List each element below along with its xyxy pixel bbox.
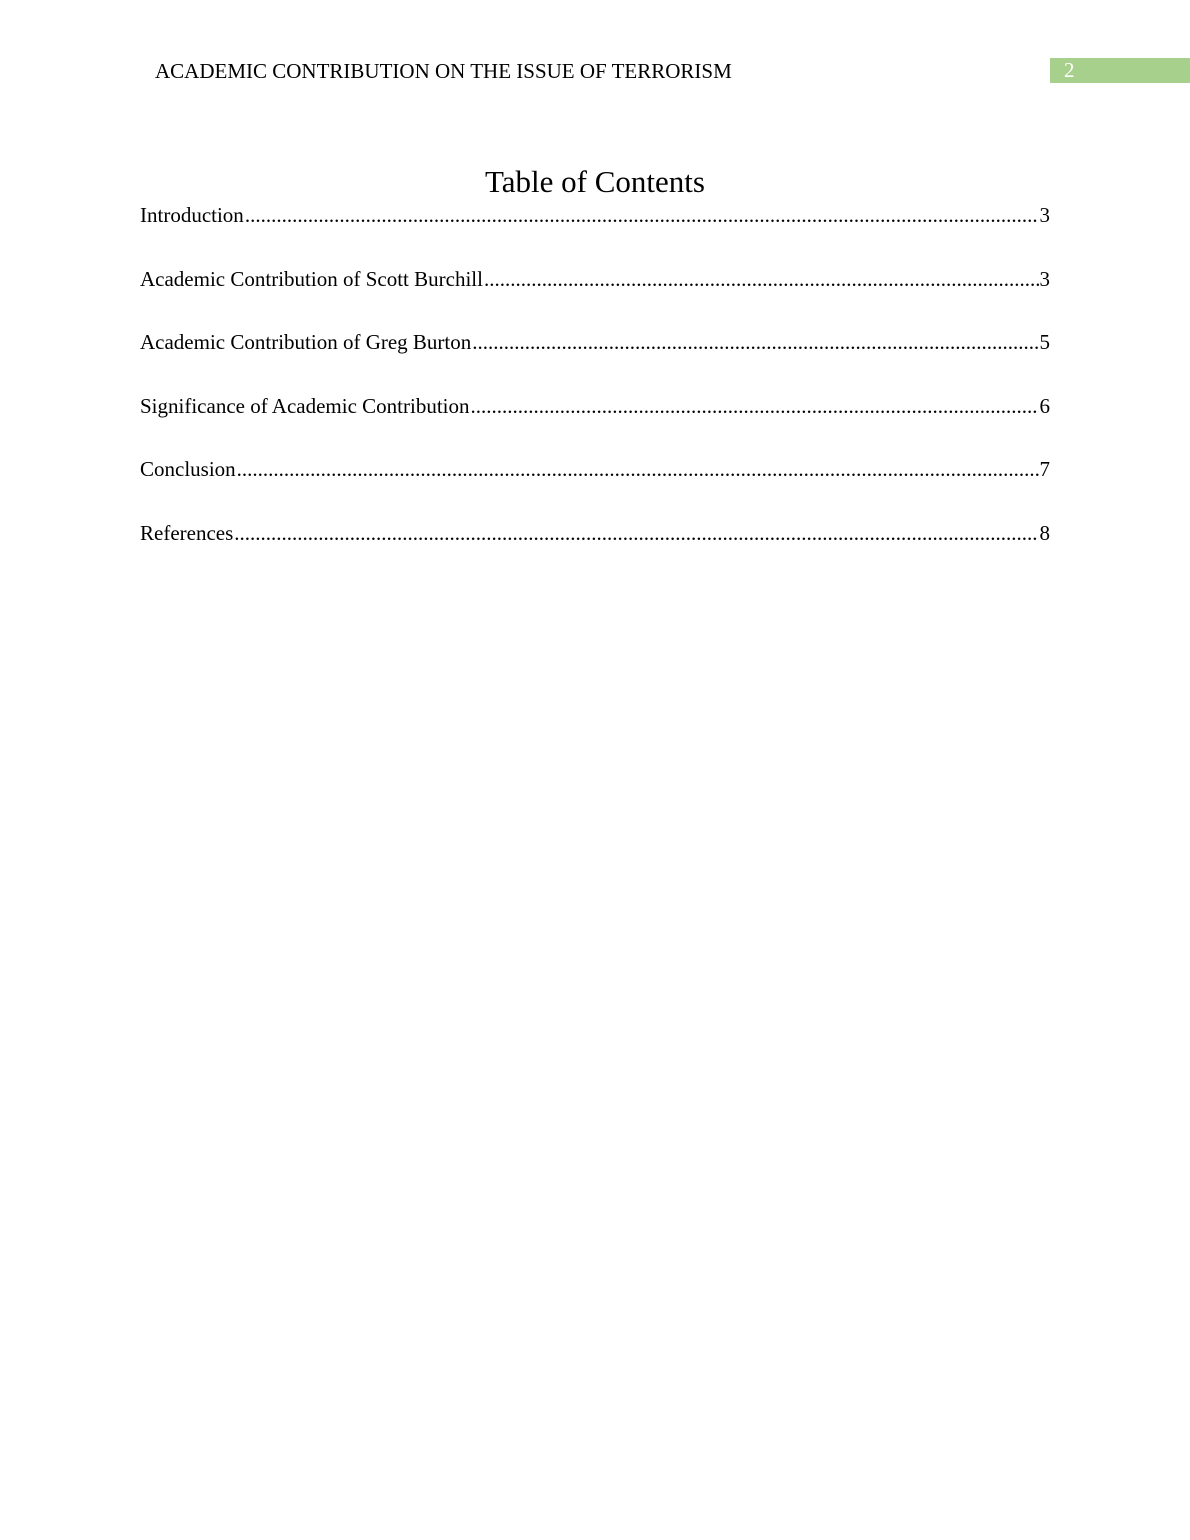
toc-entry-conclusion[interactable] — [140, 455, 1050, 519]
toc-entry-introduction[interactable] — [140, 201, 1050, 265]
page-number: 2 — [1064, 58, 1075, 82]
toc-entry-scott-burchill[interactable] — [140, 265, 1050, 329]
toc-entry-greg-burton[interactable] — [140, 328, 1050, 392]
toc-entry-label: Introduction — [140, 203, 244, 227]
toc-list — [140, 201, 1050, 582]
toc-entry-label: Academic Contribution of Scott Burchill — [140, 266, 483, 291]
toc-entry-significance[interactable] — [140, 392, 1050, 456]
toc-entry-page: 6 — [1039, 393, 1050, 418]
toc-dot-leader — [484, 265, 1039, 293]
toc-entry-page: 8 — [1039, 520, 1050, 545]
page-number-box — [1050, 58, 1190, 83]
toc-entry-label: Significance of Academic Contribution — [140, 393, 470, 418]
toc-dot-leader — [237, 455, 1039, 483]
toc-entry-references[interactable] — [140, 519, 1050, 583]
toc-entry-page: 5 — [1039, 330, 1050, 354]
toc-entry-page: 3 — [1039, 266, 1050, 291]
running-head: ACADEMIC CONTRIBUTION ON THE ISSUE OF TERRORISM — [155, 59, 732, 83]
toc-entry-page: 3 — [1039, 203, 1050, 227]
toc-entry-label: Academic Contribution of Greg Burton — [140, 330, 472, 354]
toc-dot-leader — [472, 328, 1038, 356]
toc-entry-label: Conclusion — [140, 457, 236, 481]
toc-title: Table of Contents — [485, 164, 705, 199]
toc-entry-label: References — [140, 520, 234, 545]
toc-dot-leader — [234, 519, 1038, 547]
toc-dot-leader — [245, 201, 1039, 229]
toc-entry-page: 7 — [1039, 457, 1050, 481]
toc-dot-leader — [471, 392, 1039, 420]
